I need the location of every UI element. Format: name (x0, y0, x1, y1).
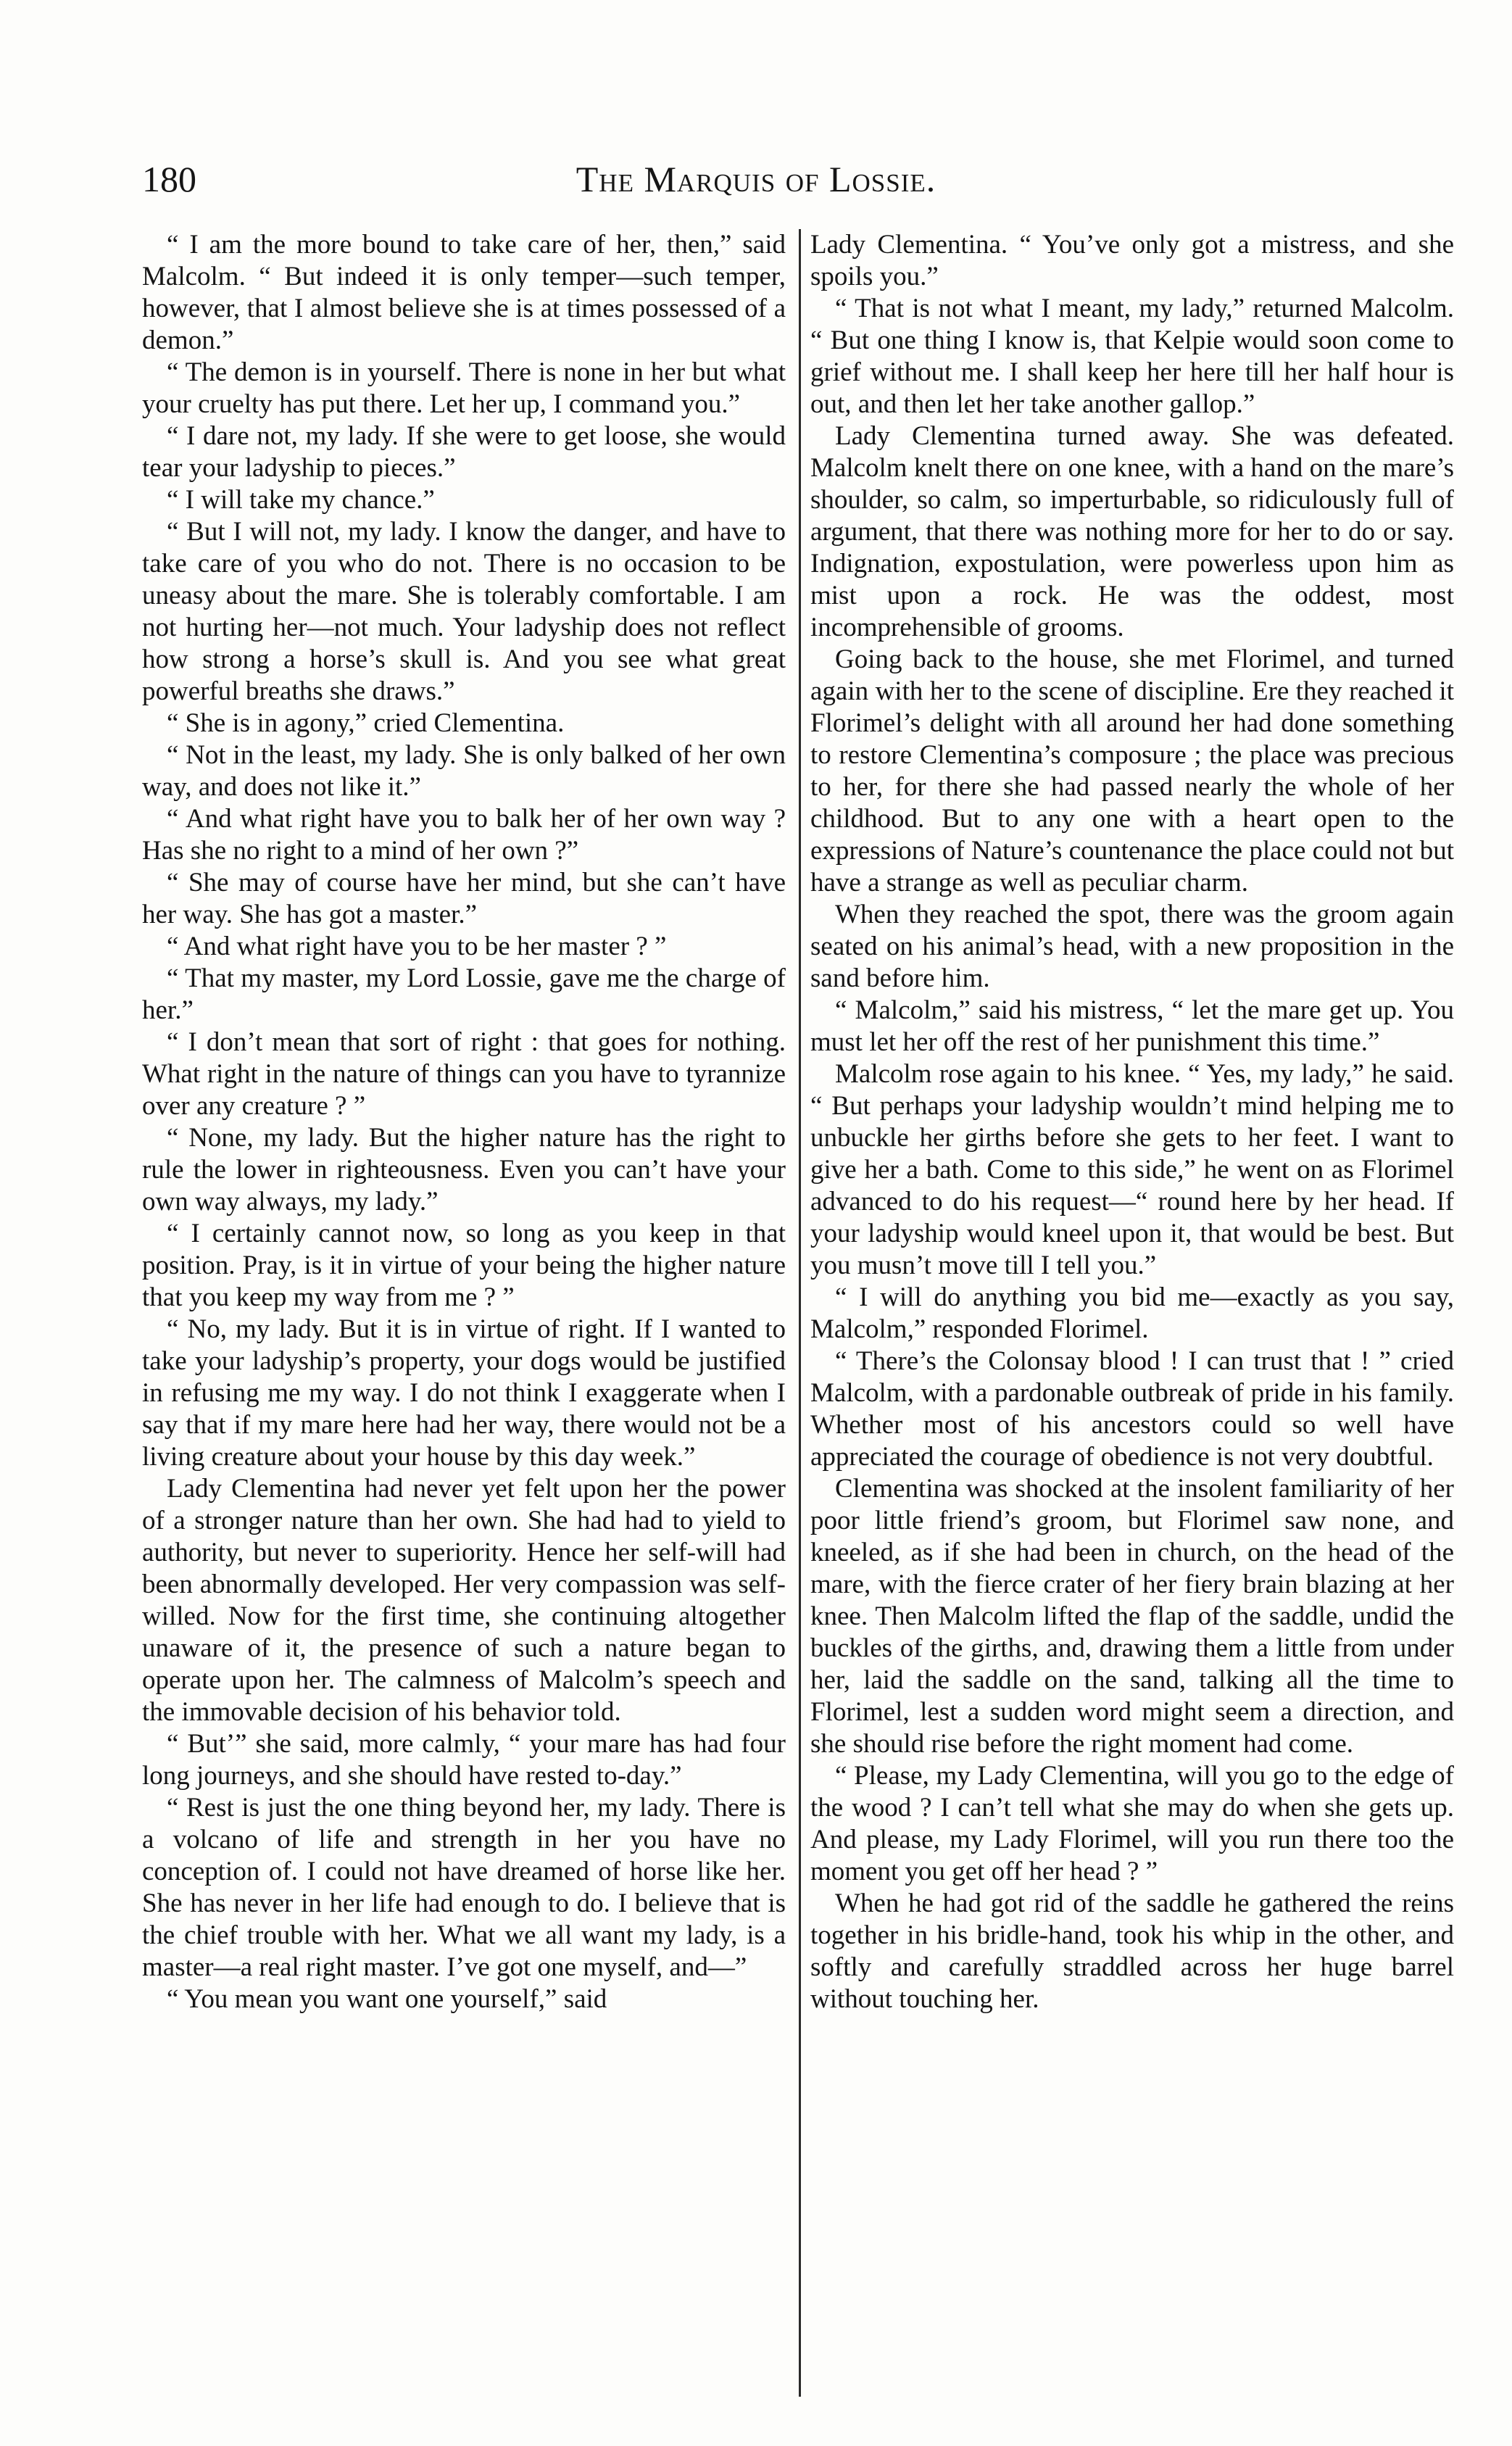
running-title: The Marquis of Lossie. (576, 159, 936, 199)
paragraph: “ That my master, my Lord Lossie, gave me the charge of her.” (142, 963, 786, 1025)
paragraph: “ She is in agony,” cried Clementina. (167, 708, 565, 738)
paragraph: “ I am the more bound to take care of her, then,” said Malcolm. “ But indeed it is only temper—such temper, however, that I almost believe she is at times possessed of a demon.” (142, 230, 786, 355)
paragraph: Clementina was shocked at the insolent familiarity of her poor little friend’s groom, but Florimel saw none, and kneeled, as if she had been in church, on the head of the mare, with the fierce crater of her fiery brain blazing at her knee. Then Malcolm lifted the flap of the saddle, undid the buckles of the girths, and, drawing them a little from under her, laid the saddle on the sand, talking all the time to Florimel, lest a sudden word might seem a direction, and she should rise before the right moment had come. (810, 1474, 1454, 1759)
page-number: 180 (142, 159, 196, 199)
paragraph: “ But I will not, my lady. I know the danger, and have to take care of you who do not. There is no occasion to be uneasy about the mare. She is tolerably comfortable. I am not hurting her—not much. Your ladyship does not reflect how strong a horse’s skull is. And you see what great powerful breaths she draws.” (142, 517, 786, 706)
paragraph: “ I certainly cannot now, so long as you keep in that position. Pray, is it in virtue of your being the higher nature that you keep my way from me ? ” (142, 1219, 786, 1312)
paragraph: “ None, my lady. But the higher nature has the right to rule the lower in righteousness. Even you can’t have your own way always, my lady.” (142, 1123, 786, 1216)
paragraph: “ She may of course have her mind, but she can’t have her way. She has got a master.” (142, 868, 786, 929)
paragraph: Malcolm rose again to his knee. “ Yes, my lady,” he said. “ But perhaps your ladyship wouldn’t mind helping me to unbuckle her girths before she gets to her feet. I want to give her a bath. Come to this side,” he went on as Florimel advanced to do his request—“ round here by her head. If your ladyship would kneel upon it, that would be best. But you musn’t move till I tell you.” (810, 1059, 1454, 1280)
column-rule (799, 229, 801, 2397)
left-column (142, 229, 786, 2397)
paragraph: Lady Clementina turned away. She was defeated. Malcolm knelt there on one knee, with a hand on the mare’s shoulder, so calm, so imperturbable, so ridiculously full of argument, that there was nothing more for her to do or say. Indignation, expostulation, were powerless upon him as mist upon a rock. He was the oddest, most incomprehensible of grooms. (810, 421, 1454, 642)
right-column (810, 229, 1454, 2397)
paragraph: “ No, my lady. But it is in virtue of right. If I wanted to take your ladyship’s property, your dogs would be justified in refusing me my way. I do not think I exaggerate when I say that if my mare here had her way, there would not be a living creature about your house by this day week.” (142, 1314, 786, 1472)
paragraph: “ Please, my Lady Clementina, will you go to the edge of the wood ? I can’t tell what she may do when she gets up. And please, my Lady Florimel, will you run there too the moment you get off her head ? ” (810, 1761, 1454, 1886)
paragraph: “ Not in the least, my lady. She is only balked of her own way, and does not like it.” (142, 740, 786, 802)
paragraph: “ I don’t mean that sort of right : that goes for nothing. What right in the nature of things can you have to tyrannize over any creature ? ” (142, 1027, 786, 1121)
paragraph: “ I will take my chance.” (167, 485, 435, 515)
paragraph: “ That is not what I meant, my lady,” returned Malcolm. “ But one thing I know is, that Kelpie would soon come to grief without me. I shall keep her here till her half hour is out, and then let her take another gallop.” (810, 294, 1454, 419)
paragraph: Lady Clementina had never yet felt upon her the power of a stronger nature than her own. She had had to yield to authority, but never to superiority. Hence her self-will had been abnormally developed. Her very compassion was self-willed. Now for the first time, she continuing altogether unaware of it, the presence of such a nature began to operate upon her. The calmness of Malcolm’s speech and the immovable decision of his behavior told. (142, 1474, 786, 1727)
paragraph: “ I dare not, my lady. If she were to get loose, she would tear your ladyship to pieces.” (142, 421, 786, 483)
paragraph: “ There’s the Colonsay blood ! I can trust that ! ” cried Malcolm, with a pardonable outbreak of pride in his family. Whether most of his ancestors could so well have appreciated the courage of obedience is not very doubtful. (810, 1346, 1454, 1472)
paragraph: When they reached the spot, there was the groom again seated on his animal’s head, with a new proposition in the sand before him. (810, 900, 1454, 993)
paragraph: Going back to the house, she met Florimel, and turned again with her to the scene of discipline. Ere they reached it Florimel’s delight with all around her had done something to restore Clementina’s composure ; the place was precious to her, for there she had passed nearly the whole of her childhood. But to any one with a heart open to the expressions of Nature’s countenance the place could not but have a strange as well as peculiar charm. (810, 644, 1454, 897)
paragraph: “ The demon is in yourself. There is none in her but what your cruelty has put there. Let her up, I command you.” (142, 357, 786, 419)
paragraph: “ But’” she said, more calmly, “ your mare has had four long journeys, and she should have rested to-day.” (142, 1729, 786, 1791)
paragraph: When he had got rid of the saddle he gathered the reins together in his bridle-hand, took his whip in the other, and softly and carefully straddled across her huge barrel without touching her. (810, 1889, 1454, 2014)
paragraph: “ You mean you want one yourself,” said (167, 1984, 607, 2014)
paragraph: Lady Clementina. “ You’ve only got a mistress, and she spoils you.” (810, 230, 1454, 291)
paragraph: “ Rest is just the one thing beyond her, my lady. There is a volcano of life and strength in her you have no conception of. I could not have dreamed of horse like her. She has never in her life had enough to do. I believe that is the chief trouble with her. What we all want my lady, is a master—a real right master. I’ve got one myself, and—” (142, 1793, 786, 1982)
paragraph: “ Malcolm,” said his mistress, “ let the mare get up. You must let her off the rest of her punishment this time.” (810, 995, 1454, 1057)
paragraph: “ I will do anything you bid me—exactly as you say, Malcolm,” responded Florimel. (810, 1282, 1454, 1344)
paragraph: “ And what right have you to be her master ? ” (167, 932, 667, 961)
paragraph: “ And what right have you to balk her of her own way ? Has she no right to a mind of her own ?” (142, 804, 786, 866)
